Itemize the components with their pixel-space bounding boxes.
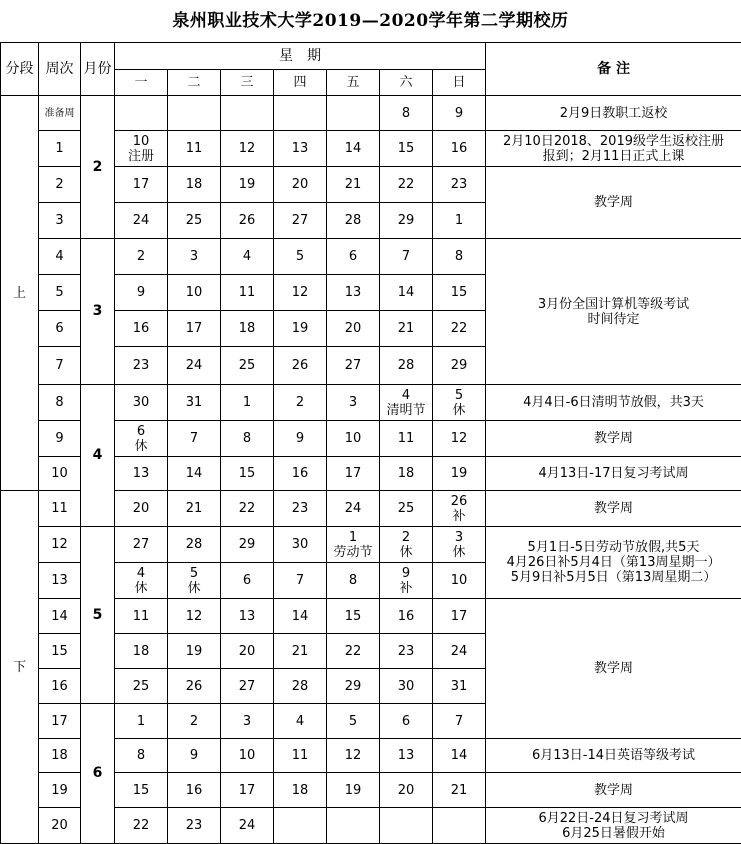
- day-cell: 18: [274, 773, 327, 808]
- week-cell: 1: [39, 131, 81, 167]
- day-cell: [433, 808, 486, 844]
- day-cell: 23: [380, 634, 433, 669]
- day-cell: 20: [380, 773, 433, 808]
- day-cell: 10: [168, 275, 221, 311]
- week-cell: 6: [39, 311, 81, 347]
- week-cell: 4: [39, 239, 81, 275]
- day-cell: 20: [274, 167, 327, 203]
- day-cell: 30: [274, 527, 327, 563]
- weekday-header: 四: [274, 70, 327, 96]
- note-cell: 教学周: [486, 773, 741, 808]
- day-cell: 14: [168, 457, 221, 491]
- day-cell: 19: [221, 167, 274, 203]
- day-cell: 11: [115, 599, 168, 634]
- day-cell: 18: [115, 634, 168, 669]
- day-cell: 6: [327, 239, 380, 275]
- day-cell: 22: [221, 491, 274, 527]
- note-cell: 教学周: [486, 421, 741, 457]
- day-cell: 26: [168, 669, 221, 704]
- day-cell: 4: [221, 239, 274, 275]
- day-cell: 21: [168, 491, 221, 527]
- day-cell: 16: [380, 599, 433, 634]
- day-cell: 9: [274, 421, 327, 457]
- header-month: 月份: [81, 43, 115, 96]
- day-cell: 9: [115, 275, 168, 311]
- week-cell: 7: [39, 347, 81, 385]
- day-cell: 23: [168, 808, 221, 844]
- day-cell: 28: [168, 527, 221, 563]
- page-title: 泉州职业技术大学2019—2020学年第二学期校历: [0, 0, 741, 42]
- day-cell: 17: [433, 599, 486, 634]
- day-cell: 5: [274, 239, 327, 275]
- day-cell: 11: [274, 739, 327, 773]
- day-cell: 15: [115, 773, 168, 808]
- week-cell: 12: [39, 527, 81, 563]
- week-cell: 13: [39, 563, 81, 599]
- day-cell: 11: [168, 131, 221, 167]
- day-cell: 7: [380, 239, 433, 275]
- day-cell: 4 休: [115, 563, 168, 599]
- week-cell: 18: [39, 739, 81, 773]
- note-cell: 2月10日2018、2019级学生返校注册 报到；2月11日正式上课: [486, 131, 741, 167]
- day-cell: 24: [221, 808, 274, 844]
- day-cell: 19: [433, 457, 486, 491]
- day-cell: [274, 808, 327, 844]
- segment-lower: 下: [1, 491, 39, 844]
- day-cell: [327, 808, 380, 844]
- day-cell: 18: [168, 167, 221, 203]
- day-cell: 17: [115, 167, 168, 203]
- day-cell: 6 休: [115, 421, 168, 457]
- day-cell: 14: [327, 131, 380, 167]
- week-cell: 16: [39, 669, 81, 704]
- weekday-header: 三: [221, 70, 274, 96]
- day-cell: 5: [327, 704, 380, 739]
- weekday-header: 一: [115, 70, 168, 96]
- day-cell: 13: [380, 739, 433, 773]
- day-cell: 22: [327, 634, 380, 669]
- day-cell: 15: [327, 599, 380, 634]
- day-cell: 18: [221, 311, 274, 347]
- day-cell: 3: [327, 385, 380, 421]
- week-cell: 14: [39, 599, 81, 634]
- header-segment: 分段: [1, 43, 39, 96]
- day-cell: 2: [274, 385, 327, 421]
- day-cell: 8: [433, 239, 486, 275]
- day-cell: 14: [274, 599, 327, 634]
- header-week: 周次: [39, 43, 81, 96]
- day-cell: 10: [327, 421, 380, 457]
- note-cell: 4月13日-17日复习考试周: [486, 457, 741, 491]
- weekday-header: 日: [433, 70, 486, 96]
- day-cell: 10: [221, 739, 274, 773]
- day-cell: 8: [115, 739, 168, 773]
- day-cell: 3 休: [433, 527, 486, 563]
- day-cell: 3: [168, 239, 221, 275]
- day-cell: 6: [380, 704, 433, 739]
- weekday-header: 五: [327, 70, 380, 96]
- weekday-header: 六: [380, 70, 433, 96]
- note-cell: 教学周: [486, 167, 741, 239]
- day-cell: 7: [168, 421, 221, 457]
- day-cell: 19: [327, 773, 380, 808]
- day-cell: 12: [327, 739, 380, 773]
- week-cell: 20: [39, 808, 81, 844]
- day-cell: 13: [221, 599, 274, 634]
- note-cell: 5月1日-5日劳动节放假,共5天 4月26日补5月4日（第13周星期一） 5月9日补5月5日（第13周星期二）: [486, 527, 741, 599]
- week-cell: 19: [39, 773, 81, 808]
- day-cell: 12: [274, 275, 327, 311]
- day-cell: [221, 96, 274, 131]
- day-cell: 16: [274, 457, 327, 491]
- day-cell: 13: [115, 457, 168, 491]
- week-cell: 10: [39, 457, 81, 491]
- table-row: [1, 239, 741, 275]
- day-cell: 15: [380, 131, 433, 167]
- day-cell: 27: [221, 669, 274, 704]
- day-cell: 28: [327, 203, 380, 239]
- day-cell: [168, 96, 221, 131]
- day-cell: 28: [380, 347, 433, 385]
- day-cell: 11: [380, 421, 433, 457]
- day-cell: [274, 96, 327, 131]
- day-cell: 28: [274, 669, 327, 704]
- day-cell: 16: [433, 131, 486, 167]
- day-cell: 22: [115, 808, 168, 844]
- week-cell: 5: [39, 275, 81, 311]
- week-cell: 15: [39, 634, 81, 669]
- note-cell: 6月22日-24日复习考试周 6月25日暑假开始: [486, 808, 741, 844]
- day-cell: 27: [327, 347, 380, 385]
- month-cell: 5: [81, 527, 115, 704]
- day-cell: 12: [433, 421, 486, 457]
- note-cell: 4月4日-6日清明节放假，共3天: [486, 385, 741, 421]
- day-cell: 20: [221, 634, 274, 669]
- day-cell: 22: [380, 167, 433, 203]
- month-cell: 4: [81, 385, 115, 527]
- week-cell: 9: [39, 421, 81, 457]
- month-cell: 3: [81, 239, 115, 385]
- day-cell: 24: [327, 491, 380, 527]
- day-cell: 8: [380, 96, 433, 131]
- day-cell: 2 休: [380, 527, 433, 563]
- day-cell: 6: [221, 563, 274, 599]
- day-cell: 10 注册: [115, 131, 168, 167]
- week-cell: 8: [39, 385, 81, 421]
- day-cell: 24: [433, 634, 486, 669]
- day-cell: 30: [115, 385, 168, 421]
- header-weekday-group: 星 期: [115, 43, 486, 70]
- day-cell: 11: [221, 275, 274, 311]
- day-cell: 29: [380, 203, 433, 239]
- table-row: [1, 96, 741, 131]
- day-cell: 23: [433, 167, 486, 203]
- day-cell: 25: [221, 347, 274, 385]
- day-cell: 17: [168, 311, 221, 347]
- day-cell: 3: [221, 704, 274, 739]
- day-cell: 8: [327, 563, 380, 599]
- month-cell: 6: [81, 704, 115, 844]
- day-cell: 1 劳动节: [327, 527, 380, 563]
- day-cell: 26: [274, 347, 327, 385]
- day-cell: [115, 96, 168, 131]
- day-cell: 1: [115, 704, 168, 739]
- day-cell: 7: [274, 563, 327, 599]
- day-cell: 9 补: [380, 563, 433, 599]
- day-cell: 17: [221, 773, 274, 808]
- day-cell: 2: [115, 239, 168, 275]
- day-cell: 25: [168, 203, 221, 239]
- day-cell: 23: [115, 347, 168, 385]
- table-row: [1, 385, 741, 421]
- day-cell: 9: [433, 96, 486, 131]
- day-cell: 12: [221, 131, 274, 167]
- day-cell: 13: [274, 131, 327, 167]
- week-cell: 3: [39, 203, 81, 239]
- day-cell: 26 补: [433, 491, 486, 527]
- day-cell: 22: [433, 311, 486, 347]
- day-cell: 14: [433, 739, 486, 773]
- day-cell: 7: [433, 704, 486, 739]
- day-cell: 25: [115, 669, 168, 704]
- day-cell: 1: [221, 385, 274, 421]
- day-cell: 12: [168, 599, 221, 634]
- note-cell: 6月13日-14日英语等级考试: [486, 739, 741, 773]
- day-cell: 19: [168, 634, 221, 669]
- day-cell: 13: [327, 275, 380, 311]
- day-cell: 23: [274, 491, 327, 527]
- day-cell: 21: [274, 634, 327, 669]
- week-cell: 2: [39, 167, 81, 203]
- weekday-header: 二: [168, 70, 221, 96]
- day-cell: 15: [433, 275, 486, 311]
- week-cell: 准备周: [39, 96, 81, 131]
- day-cell: 31: [168, 385, 221, 421]
- header-remarks: 备 注: [486, 43, 741, 96]
- day-cell: [380, 808, 433, 844]
- day-cell: 29: [327, 669, 380, 704]
- day-cell: 9: [168, 739, 221, 773]
- day-cell: 16: [115, 311, 168, 347]
- day-cell: 19: [274, 311, 327, 347]
- day-cell: 31: [433, 669, 486, 704]
- note-cell: 教学周: [486, 491, 741, 527]
- day-cell: 18: [380, 457, 433, 491]
- day-cell: 4 清明节: [380, 385, 433, 421]
- week-cell: 17: [39, 704, 81, 739]
- table-row: [1, 527, 741, 563]
- day-cell: 4: [274, 704, 327, 739]
- day-cell: 20: [115, 491, 168, 527]
- day-cell: 17: [327, 457, 380, 491]
- day-cell: 8: [221, 421, 274, 457]
- day-cell: 2: [168, 704, 221, 739]
- day-cell: 21: [433, 773, 486, 808]
- day-cell: 27: [115, 527, 168, 563]
- day-cell: 29: [433, 347, 486, 385]
- day-cell: 21: [380, 311, 433, 347]
- day-cell: 5 休: [168, 563, 221, 599]
- day-cell: 24: [115, 203, 168, 239]
- day-cell: 16: [168, 773, 221, 808]
- day-cell: 1: [433, 203, 486, 239]
- day-cell: 20: [327, 311, 380, 347]
- day-cell: 29: [221, 527, 274, 563]
- day-cell: 30: [380, 669, 433, 704]
- day-cell: 15: [221, 457, 274, 491]
- week-cell: 11: [39, 491, 81, 527]
- segment-upper: 上: [1, 96, 39, 491]
- calendar-table: [0, 42, 741, 844]
- day-cell: 10: [433, 563, 486, 599]
- day-cell: 27: [274, 203, 327, 239]
- day-cell: 24: [168, 347, 221, 385]
- day-cell: 21: [327, 167, 380, 203]
- note-cell: 3月份全国计算机等级考试 时间待定: [486, 239, 741, 385]
- note-cell: 2月9日教职工返校: [486, 96, 741, 131]
- day-cell: 25: [380, 491, 433, 527]
- day-cell: 5 休: [433, 385, 486, 421]
- day-cell: 26: [221, 203, 274, 239]
- month-cell: 2: [81, 96, 115, 239]
- day-cell: 14: [380, 275, 433, 311]
- day-cell: [327, 96, 380, 131]
- note-cell: 教学周: [486, 599, 741, 739]
